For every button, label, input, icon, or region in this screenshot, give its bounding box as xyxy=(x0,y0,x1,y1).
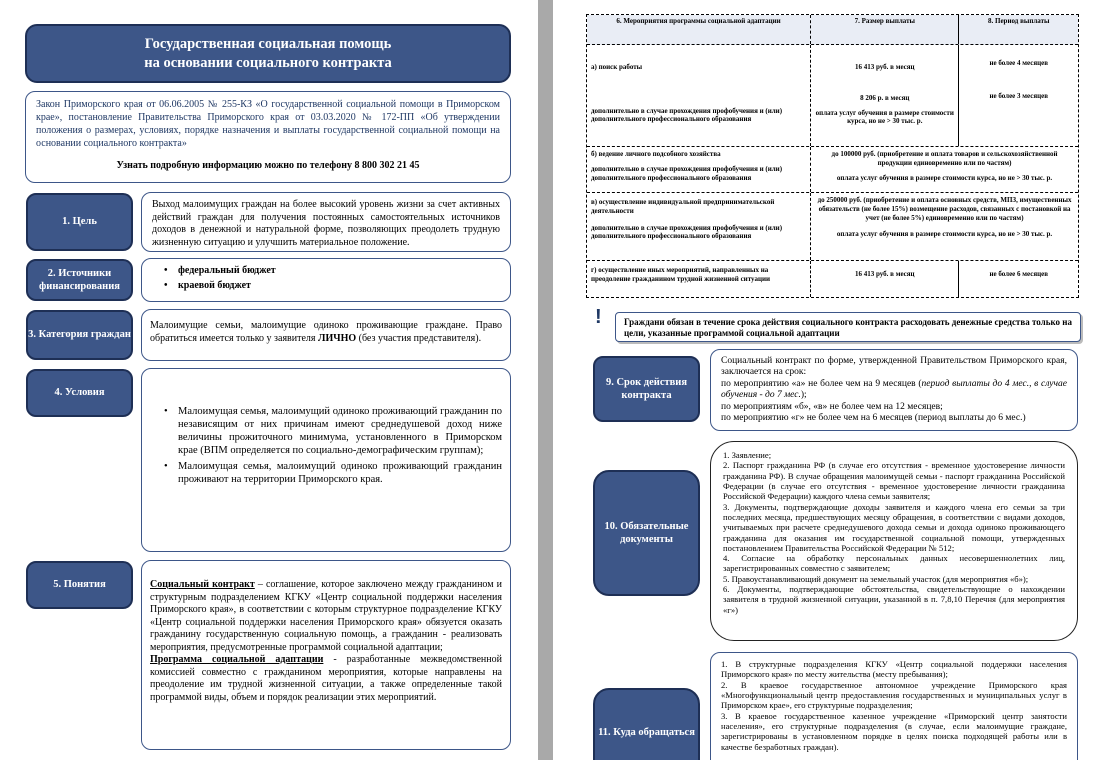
exclamation-icon: ! xyxy=(595,306,602,328)
goal-label: 1. Цель xyxy=(26,193,133,251)
page-title: Государственная социальная помощь на основании социального контракта xyxy=(25,24,511,83)
goal-text: Выход малоимущих граждан на более высокий уровень жизни за счет активных действий граждан для получения постоянных самостоятельных источников доходов в денежной и натуральной форме, позволяющих преодолеть трудную жизненную ситуацию и улучшить материальное положение. xyxy=(141,192,511,252)
table-row: в) осуществление индивидуальной предпринимательской деятельности дополнительно в случае прохождения профобучения и (или) дополнительного профессионального образования до 250000 руб. (приобретение и оплата основных средств, МПЗ, имущественных обязательств (не более 15%) возмещение расходов, связанных с постановкой на учет (не более 5%) единовременно или по частям) оплата услуг обучения в размере стоимости курса, но не > 30 тыс. р. xyxy=(587,193,1078,261)
page-left xyxy=(0,0,538,760)
table-row: б) ведение личного подсобного хозяйства дополнительно в случае прохождения профобучения и (или) дополнительного профессионального образования до 100000 руб. (приобретение и оплата товаров и сельскохозяйственной продукции единовременно или по частям) оплата услуг обучения в размере стоимости курса, но не > 30 тыс. р. xyxy=(587,147,1078,193)
sources-label: 2. Источники финансирования xyxy=(26,259,133,301)
document-item: 6. Документы, подтверждающие обстоятельства, свидетельствующие о нахождении заявителя в трудной жизненной ситуации, указанной в п. 7,8,10 Перечня (для мероприятия «г») xyxy=(723,584,1065,615)
documents-label: 10. Обязательные документы xyxy=(593,470,700,596)
document-item: 2. Паспорт гражданина РФ (в случае его отсутствия - временное удостоверение личности гражданина РФ). В случае обращения малоимущей семьи - паспорт гражданина Российской Федерации (в случае его отсутствия - временное удостоверение личности гражданина Российской Федерации) каждого члена семьи заявителя; xyxy=(723,460,1065,502)
page-right xyxy=(553,0,1109,760)
document-item: 3. Документы, подтверждающие доходы заявителя и каждого члена его семьи за три последних месяца, предшествующих месяцу обращения, в соответствии с видами доходов, учитываемых при расчете среднедушевого дохода семьи и дохода одиноко проживающего гражданина для оказания им государственной социальной помощи, утвержденных постановлением Правительства Российской Федерации № 512; xyxy=(723,501,1065,553)
obligation-note: Граждани обязан в течение срока действия социального контракта расходовать денежные средства только на цели, указанные программой социальной адаптации xyxy=(615,312,1081,342)
conditions-label: 4. Условия xyxy=(26,369,133,417)
condition-item: • Малоимущая семья, малоимущий одиноко проживающий гражданин проживают на территории Приморского края. xyxy=(164,460,502,486)
document-item: 5. Правоустанавливающий документ на земельный участок (для мероприятия «б»); xyxy=(723,573,1029,584)
where-item: 1. В структурные подразделения КГКУ «Центр социальной поддержки населения Приморского края» по месту жительства (месту пребывания); xyxy=(721,659,1067,680)
measures-table xyxy=(586,14,1079,298)
sources-box xyxy=(141,258,511,302)
term-box: Социальный контракт по форме, утвержденной Правительством Приморского края, заключается на срок: по мероприятию «а» не более чем на 9 месяцев (период выплаты до 4 мес., в случае обучения - до 7 мес.); по мероприятиям «б», «в» не более чем на 12 месяцев; по мероприятию «г» не более чем на 6 месяцев (период выплаты до 6 мес.) xyxy=(710,349,1078,431)
category-box: Малоимущие семьи, малоимущие одиноко проживающие граждане. Право обратиться имеется только у заявителя ЛИЧНО (без участия представителя). xyxy=(141,309,511,361)
documents-box xyxy=(710,441,1078,641)
table-header-row xyxy=(587,15,1078,45)
table-row: а) поиск работы дополнительно в случае прохождения профобучения и (или) дополнительного профессионального образования 16 413 руб. в месяц 8 206 р. в месяц оплата услуг обучения в размере стоимости курса, но не > 30 тыс. р. не более 4 месяцев не более 3 месяцев xyxy=(587,45,1078,147)
table-row: г) осуществление иных мероприятий, направленных на преодоление гражданином трудной жизненной ситуации 16 413 руб. в месяц не более 6 месяцев xyxy=(587,261,1078,297)
condition-item: • Малоимущая семья, малоимущий одиноко проживающий гражданин по независящим от них причинам имеют среднедушевой доход ниже величины прожиточного минимума, установленного в Приморском крае (ВПМ определяется по социально-демографическим группам); xyxy=(164,405,502,458)
concepts-label: 5. Понятия xyxy=(26,561,133,609)
table-header: 8. Период выплаты xyxy=(988,17,1050,25)
table-header: 7. Размер выплаты xyxy=(811,15,959,44)
document-item: 1. Заявление; xyxy=(723,450,772,460)
document-item: 4. Согласие на обработку персональных данных несовершеннолетних лиц, зарегистрированных совместно с заявителем; xyxy=(723,553,1065,574)
source-item: • краевой бюджет xyxy=(164,280,502,293)
category-label: 3. Категория граждан xyxy=(26,310,133,360)
where-item: 3. В краевое государственное казенное учреждение «Приморский центр занятости населения», его структурные подразделения (в случае, если малоимущие граждане, зарегистрированы в установленном порядке в целях поиска подходящей работы или в качестве безработных граждан). xyxy=(721,710,1067,752)
where-box xyxy=(710,652,1078,760)
source-item: • федеральный бюджет xyxy=(164,265,502,278)
term-adaptation-program: Программа социальной адаптации xyxy=(150,654,324,665)
term-label: 9. Срок действия контракта xyxy=(593,356,700,422)
table-header: 6. Мероприятия программы социальной адаптации xyxy=(587,15,811,44)
where-item: 2. В краевое государственное автономное учреждение Приморского края «Многофункциональный центр предоставления государственных и муниципальных услуг в Приморском крае», его структурные подразделения; xyxy=(721,679,1067,711)
term-social-contract: Социальный контракт xyxy=(150,579,255,590)
phone-info: Узнать подробную информацию можно по телефону 8 800 302 21 45 xyxy=(116,160,420,171)
where-label: 11. Куда обращаться xyxy=(593,688,700,760)
concepts-box: Социальный контракт – соглашение, которое заключено между гражданином и структурным подразделением КГКУ «Центр социальной поддержки населения Приморского края», в соответствии с которым структурное подразделение КГКУ «Центр социальной поддержки населения Приморского края» обязуется оказать гражданину государственную социальную помощь, а гражданин - реализовать мероприятия, предусмотренные программой социальной адаптации; Программа социальной адаптации - разработанные межведомственной комиссией совместно с гражданином мероприятия, которые направлены на преодоление им трудной жизненной ситуации, а также определенные такой программой виды, объем и порядок реализации этих мероприятий. xyxy=(141,560,511,750)
law-reference-text: Закон Приморского края от 06.06.2005 № 255-КЗ «О государственной социальной помощи в Приморском крае», постановление Правительства Приморского края от 03.03.2020 № 172-ПП «Об утверждении положения о размерах, условиях, порядке назначения и выплаты государственной социальной помощи на основании социального контракта» xyxy=(36,99,500,149)
conditions-box xyxy=(141,368,511,552)
law-reference-box xyxy=(25,91,511,183)
